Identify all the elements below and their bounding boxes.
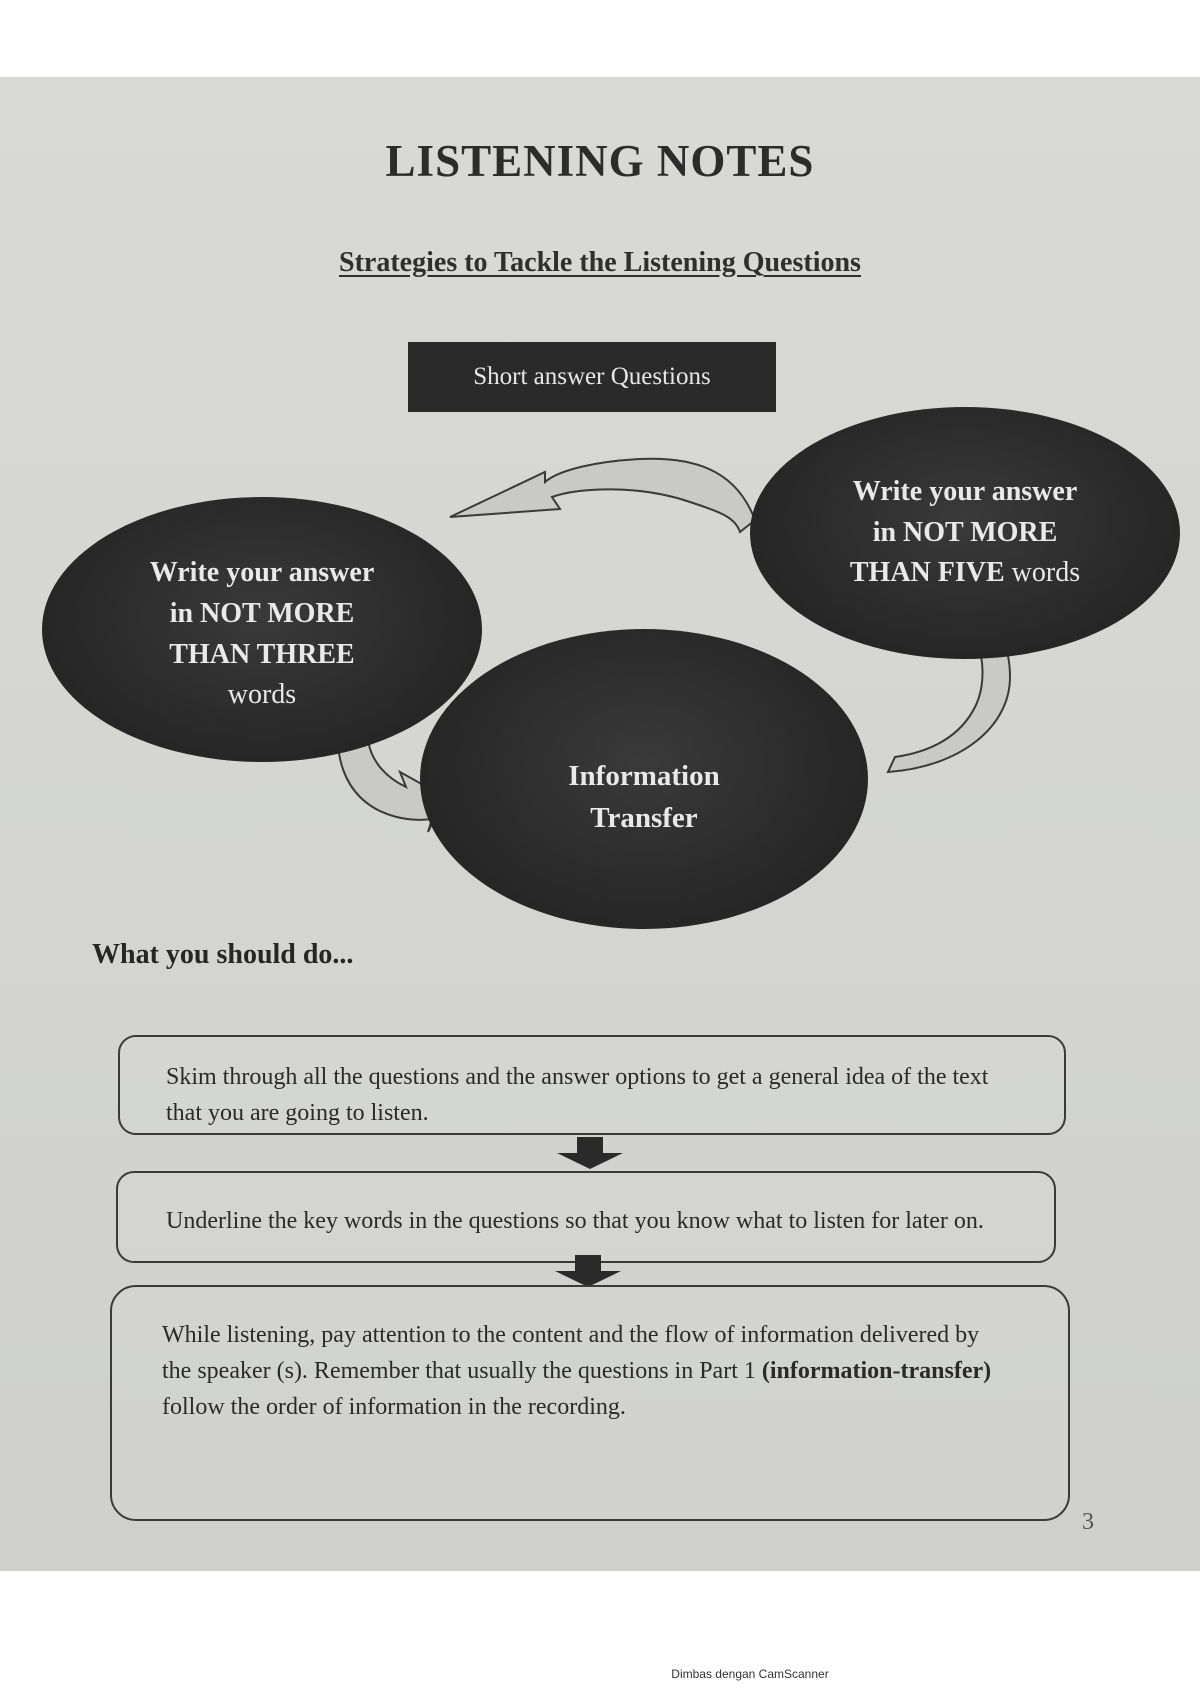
right-line3-normal: words xyxy=(1004,557,1081,589)
right-line1: Write your answer xyxy=(852,476,1078,508)
left-line1: Write your answer xyxy=(149,557,375,589)
down-arrow-icon xyxy=(553,1255,623,1287)
middle-line1: Information xyxy=(568,759,720,792)
scanner-watermark: Dimbas dengan CamScanner xyxy=(671,1667,829,1681)
down-arrow-icon xyxy=(555,1137,625,1169)
page-number: 3 xyxy=(1082,1509,1094,1535)
right-line3 xyxy=(850,553,1080,594)
left-line3: THAN THREE xyxy=(169,638,355,670)
information-transfer-ellipse xyxy=(420,629,868,929)
step-box-2 xyxy=(116,1171,1056,1263)
page-title: LISTENING NOTES xyxy=(385,136,815,186)
arrow-right-to-left xyxy=(450,459,755,532)
step3-line1: While listening, pay attention to the content and the flow of information delivered by xyxy=(162,1322,980,1348)
step1-line2: that you are going to listen. xyxy=(166,1100,429,1126)
step3-line2 xyxy=(162,1353,1054,1389)
short-answer-box xyxy=(408,342,776,412)
step-box-3 xyxy=(110,1285,1070,1521)
step3-line2-bold: (information-transfer) xyxy=(761,1358,992,1384)
three-words-ellipse xyxy=(42,497,482,762)
left-line2: in NOT MORE xyxy=(169,597,355,629)
right-line2: in NOT MORE xyxy=(872,516,1058,548)
right-line3-bold: THAN FIVE xyxy=(849,557,1005,589)
five-words-ellipse xyxy=(750,407,1180,659)
what-to-do-heading: What you should do... xyxy=(92,939,354,970)
step3-line3: follow the order of information in the recording. xyxy=(162,1394,626,1420)
step-box-1 xyxy=(118,1035,1066,1135)
short-answer-label: Short answer Questions xyxy=(473,363,711,390)
document-page xyxy=(0,77,1200,1571)
step2-text: Underline the key words in the questions so that you know what to listen for later on. xyxy=(166,1208,984,1234)
middle-line2: Transfer xyxy=(590,802,698,834)
step3-line2-text: the speaker (s). Remember that usually the questions in Part 1 xyxy=(162,1358,762,1384)
section-subtitle: Strategies to Tackle the Listening Questions xyxy=(339,247,861,278)
left-line4: words xyxy=(227,679,297,711)
step1-line1: Skim through all the questions and the answer options to get a general idea of the text xyxy=(166,1064,989,1090)
